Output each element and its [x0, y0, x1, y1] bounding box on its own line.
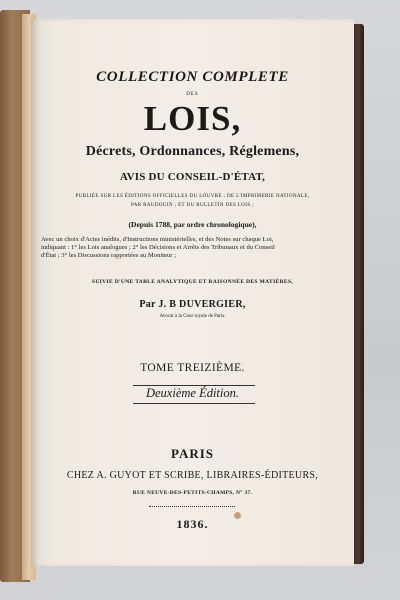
city: PARIS	[170, 446, 215, 461]
publisher: CHEZ A. GUYOT ET SCRIBE, LIBRAIRES-ÉDITEURS,	[66, 470, 319, 481]
divider-rule	[149, 506, 235, 507]
author-line: Par J. B DUVERGIER,	[139, 299, 246, 310]
publication-note-line2: PAR BAUDOUIN ; ET DU BULLETIN DES LOIS ;	[131, 203, 254, 208]
publication-year: 1836.	[176, 517, 209, 531]
author-title: Avocat à la Cour royale de Paris.	[159, 314, 226, 319]
description-paragraph	[41, 236, 341, 261]
title-page	[31, 19, 354, 566]
depuis-line: (Depuis 1788, par ordre chronologique),	[128, 220, 257, 229]
description-line3: d'État ; 3° les Discussions rapportées au Moniteur ;	[41, 252, 176, 260]
publication-note-line1: PUBLIÉE SUR LES ÉDITIONS OFFICIELLES DU LOUVRE ; DE L'IMPRIMERIE NATIONALE,	[75, 194, 310, 199]
description-line2: indiquant : 1° les Lois analogues ; 2° les Décisions et Arrêts des Tribunaux et du Conseil	[41, 244, 275, 252]
subtitle: Décrets, Ordonnances, Réglemens,	[85, 144, 300, 159]
edition-label: Deuxième Édition.	[145, 386, 240, 400]
publisher-address: RUE NEUVE-DES-PETITS-CHAMPS, N° 37.	[132, 490, 253, 496]
collection-title: COLLECTION COMPLETE	[96, 69, 289, 85]
des-word: DES	[186, 92, 199, 97]
main-title: LOIS,	[143, 99, 242, 138]
table-note: SUIVIE D'UNE TABLE ANALYTIQUE ET RAISONNÉE DES MATIÈRES,	[91, 279, 294, 285]
description-line1: Avec un choix d'Actes inédits, d'Instructions ministérielles, et des Notes sur chaque Loi,	[41, 236, 274, 243]
volume-label: TOME TREIZIÈME.	[140, 362, 245, 374]
avis-line: AVIS DU CONSEIL-D'ÉTAT,	[119, 171, 266, 183]
